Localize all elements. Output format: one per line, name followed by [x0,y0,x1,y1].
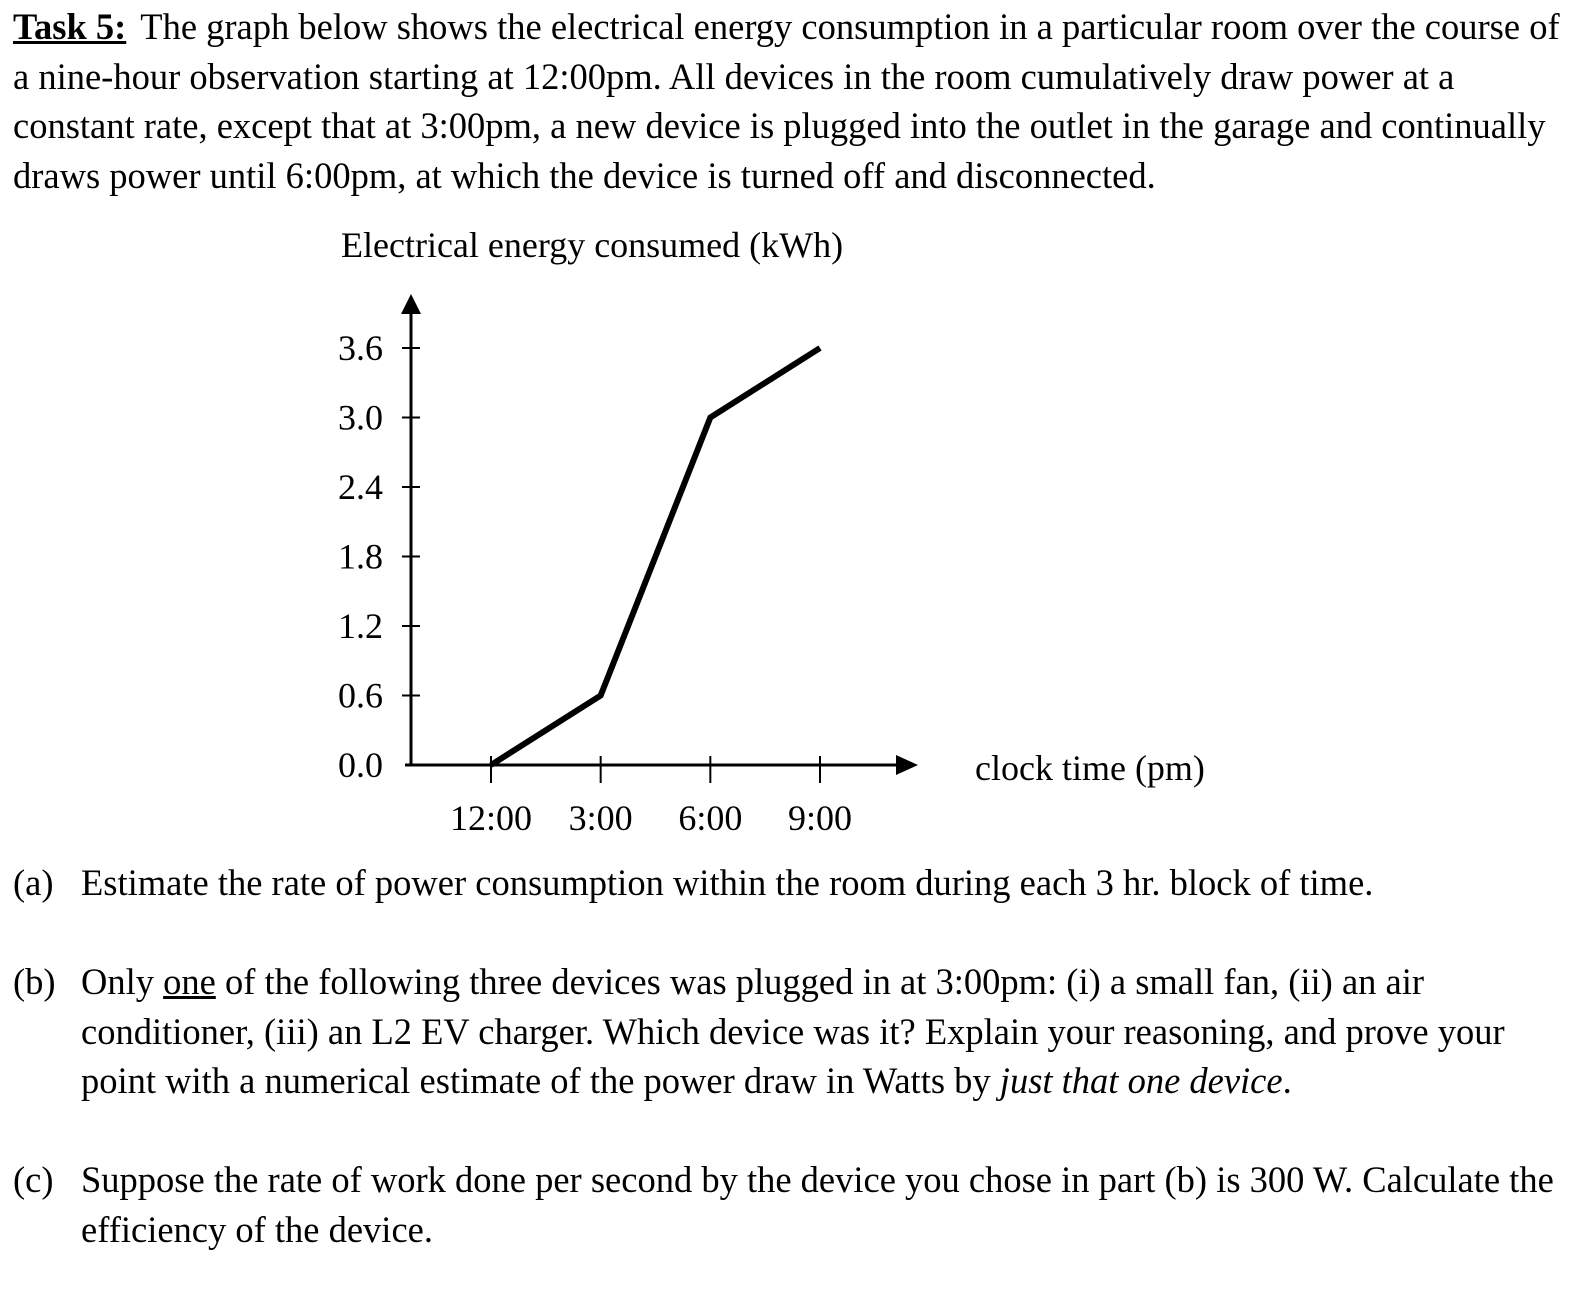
question-b-label: (b) [13,961,56,1002]
question-c-text: Suppose the rate of work done per second by the device you chose in part (b) is 300 W. Calculate the efficiency of the device. [81,1159,1554,1250]
energy-series-line [491,348,820,765]
y-tick-label: 2.4 [338,467,383,507]
y-tick-label: 1.2 [338,606,383,646]
question-b-emphasis: one [163,961,216,1002]
question-c-label: (c) [13,1159,54,1200]
question-b-text-3: . [1282,1060,1292,1101]
task-label: Task 5: [13,6,127,47]
question-c [13,1155,1578,1254]
task-intro-text: The graph below shows the electrical energy consumption in a particular room over the course of a nine-hour observation starting at 12:00pm. All devices in the room cumulatively draw power at a constant rate, except that at 3:00pm, a new device is plugged into the outlet in the garage and continually draws power until 6:00pm, at which the device is turned off and disconnected. [13,6,1560,196]
x-tick-label: 9:00 [787,798,853,838]
y-tick-label: 0.0 [338,745,383,785]
question-b-text-1: Only [81,961,164,1002]
question-b [13,957,1578,1106]
y-tick-label: 3.6 [338,328,383,368]
x-tick-label: 6:00 [678,798,743,838]
x-axis-label: clock time (pm) [975,748,1205,788]
question-a-label: (a) [13,862,54,903]
x-tick-label: 3:00 [568,798,633,838]
question-b-text-2: of the following three devices was plugged in at 3:00pm: (i) a small fan, (ii) an air conditioner, (iii) an L2 EV charger. Which device was it? Explain your reasoning, and prove your point with a numerical estimate of the power draw in Watts by [81,961,1505,1101]
question-b-italic: just that one device [999,1060,1283,1101]
question-a [13,858,1578,908]
y-tick-label: 0.6 [338,675,383,716]
y-tick-label: 1.8 [338,536,383,577]
x-tick-label: 12:00 [449,798,533,838]
y-axis-label: Electrical energy consumed (kWh) [341,225,844,265]
x-axis-arrow [896,755,918,775]
y-tick-label: 3.0 [338,397,383,438]
question-a-text: Estimate the rate of power consumption within the room during each 3 hr. block of time. [81,862,1374,903]
y-axis-arrow [401,294,421,314]
question-b-text [81,957,1578,1106]
task-intro [13,2,1573,200]
